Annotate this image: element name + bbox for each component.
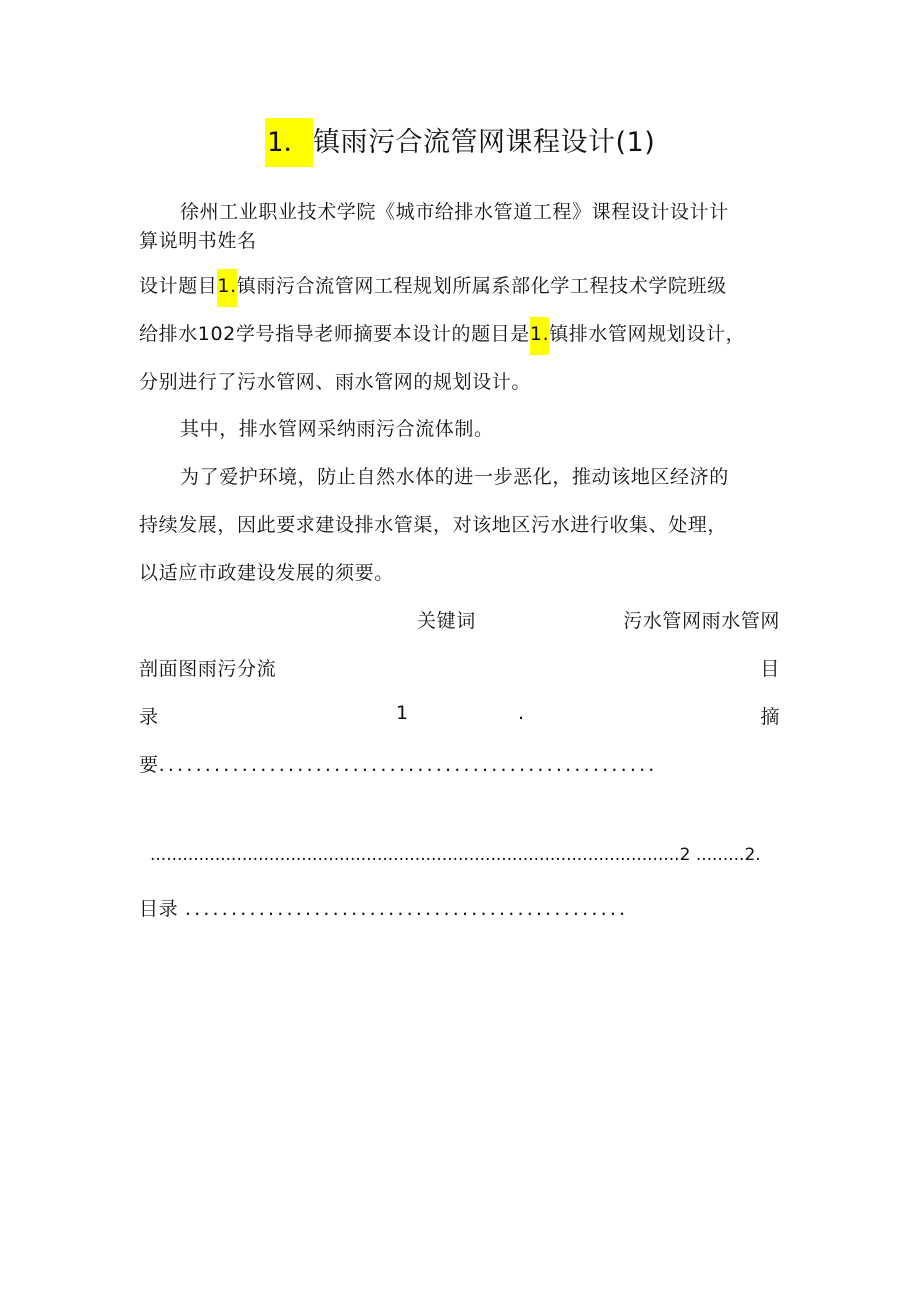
keywords-left: 剖面图雨污分流 bbox=[139, 658, 277, 680]
abstract-topic: 镇排水管网规划设计， bbox=[549, 323, 746, 345]
toc-entry-contents bbox=[139, 894, 628, 921]
toc-heading-char-1: 目 bbox=[760, 658, 780, 680]
highlight-number: 1. bbox=[217, 269, 236, 307]
paragraph-line-1: 徐州工业职业技术学院《城市给排水管道工程》课程设计设计计 bbox=[180, 201, 729, 223]
toc-entry-number: 1 bbox=[396, 702, 409, 724]
paragraph-line-3 bbox=[139, 271, 727, 298]
document-title bbox=[0, 118, 920, 167]
design-topic-label: 设计题目 bbox=[139, 275, 218, 297]
paragraph-line-7: 为了爱护环境，防止自然水体的进一步恶化，推动该地区经济的 bbox=[180, 466, 729, 488]
toc-page-number: 2 bbox=[679, 845, 691, 865]
highlight-number: 1. bbox=[530, 317, 549, 355]
design-topic-text: 镇雨污合流管网工程规划所属系部化学工程技术学院班级 bbox=[236, 275, 727, 297]
toc-leader-dots: ......... bbox=[695, 845, 745, 865]
keywords-right: 污水管网雨水管网 bbox=[623, 610, 780, 632]
keywords-label: 关键词 bbox=[417, 610, 476, 632]
toc-entry-char-1: 摘 bbox=[760, 706, 780, 728]
title-number: 1． bbox=[265, 118, 313, 167]
paragraph-line-9: 以适应市政建设发展的须要。 bbox=[139, 562, 394, 584]
toc-heading-char-2: 录 bbox=[139, 706, 159, 728]
title-text: 镇雨污合流管网课程设计(1) bbox=[313, 127, 656, 158]
toc-entry-abstract bbox=[139, 750, 658, 777]
paragraph-line-5: 分别进行了污水管网、雨水管网的规划设计。 bbox=[139, 371, 532, 393]
toc-leader-dots: ................................................ bbox=[184, 898, 629, 920]
toc-contents-label: 目录 bbox=[139, 898, 179, 920]
toc-next-entry: 2. bbox=[744, 845, 761, 865]
paragraph-line-4 bbox=[139, 319, 745, 346]
toc-entry-char-2: 要 bbox=[139, 754, 159, 776]
abstract-intro: 给排水102学号指导老师摘要本设计的题目是 bbox=[139, 323, 530, 345]
toc-entry-line-2 bbox=[150, 845, 761, 865]
paragraph-line-8: 持续发展，因此要求建设排水管渠，对该地区污水进行收集、处理， bbox=[139, 514, 728, 536]
toc-leader-dots: .................................................................................................. bbox=[150, 845, 680, 865]
toc-leader-dots: ...................................................... bbox=[158, 754, 658, 776]
paragraph-line-6: 其中，排水管网采纳雨污合流体制。 bbox=[180, 418, 494, 440]
paragraph-line-2: 算说明书姓名 bbox=[139, 230, 257, 252]
toc-entry-dot: . bbox=[518, 702, 525, 724]
